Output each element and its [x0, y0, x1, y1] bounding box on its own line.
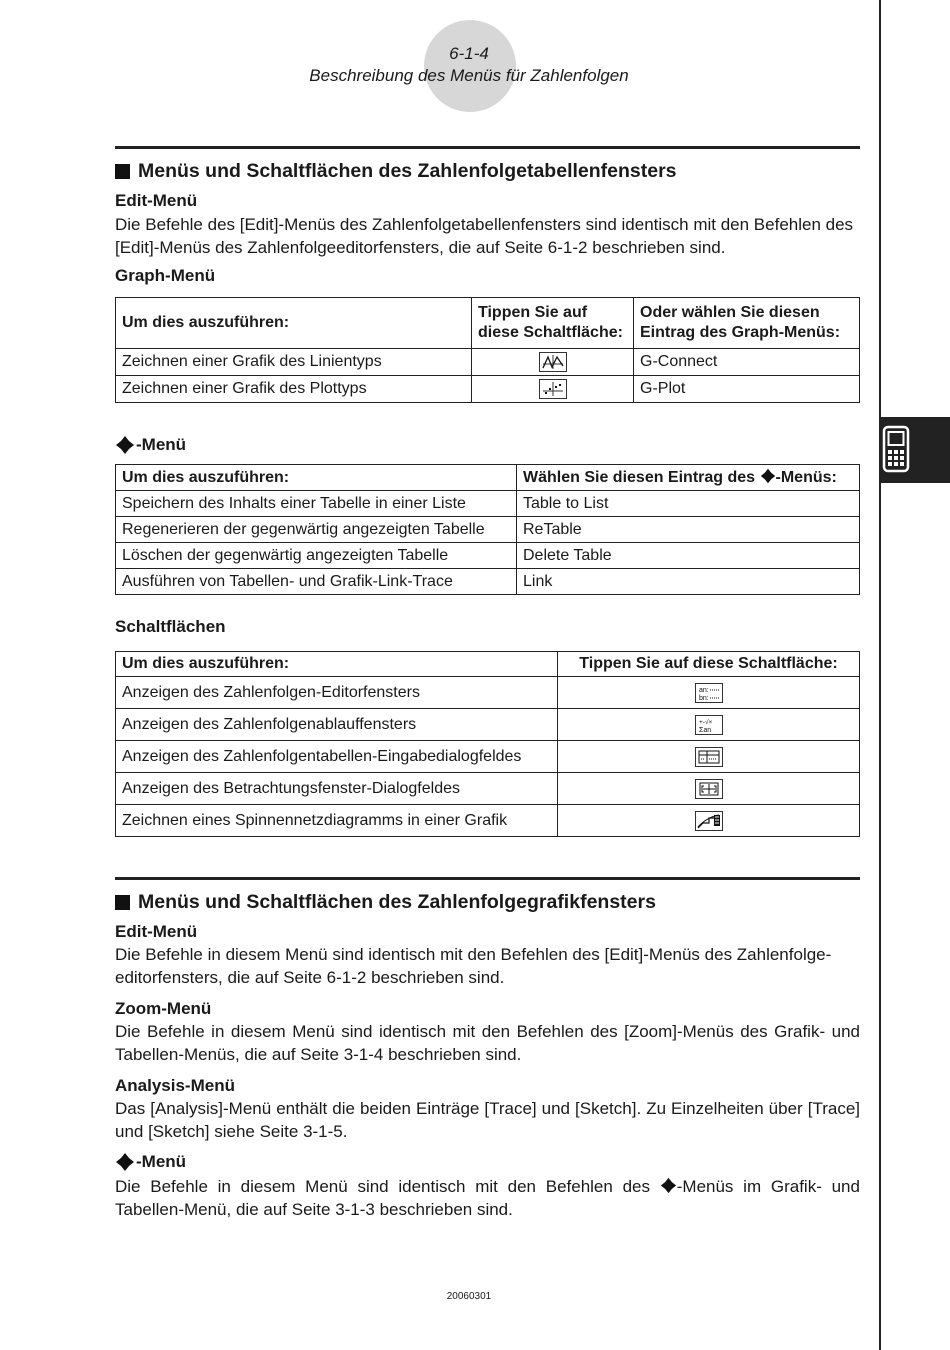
table-cell: Anzeigen des Zahlenfolgenablauffensters	[116, 709, 558, 741]
svg-text:Σan: Σan	[698, 726, 711, 734]
table-header-row	[116, 652, 860, 677]
svg-text:an:: an:	[698, 686, 709, 694]
section-divider	[115, 877, 860, 880]
table-row	[116, 773, 860, 805]
section-heading: Menüs und Schaltflächen des Zahlenfolgetabellenfensters	[115, 160, 677, 183]
graph-menu-heading: Graph-Menü	[115, 266, 216, 285]
column-header: Oder wählen Sie diesen Eintrag des Graph-Menüs:	[634, 298, 860, 349]
action-menu-table	[115, 464, 860, 595]
column-header: Wählen Sie diesen Eintrag des -Menüs:	[517, 465, 860, 491]
square-bullet-icon	[115, 164, 130, 179]
table-row	[116, 349, 860, 376]
plot-graph-icon	[539, 379, 567, 399]
table-cell: Table to List	[517, 491, 860, 517]
table-row	[116, 741, 860, 773]
table-row	[116, 543, 860, 569]
analysis-menu-text: Das [Analysis]-Menü enthält die beiden Einträge [Trace] und [Sketch]. Zu Einzelheiten über [Trace] und [Sketch] siehe Seite 3-1-5.	[115, 1099, 860, 1141]
table-cell: Anzeigen des Betrachtungsfenster-Dialogfeldes	[116, 773, 558, 805]
buttons-table	[115, 651, 860, 837]
table-cell: Delete Table	[517, 543, 860, 569]
column-header: Tippen Sie auf diese Schaltfläche:	[558, 652, 860, 677]
view-window-icon	[695, 779, 723, 799]
table-cell	[558, 773, 860, 805]
table-cell	[472, 349, 634, 376]
table-cell: Zeichnen einer Grafik des Plottyps	[116, 376, 472, 403]
table-row	[116, 491, 860, 517]
action-diamond-icon	[115, 435, 135, 455]
square-bullet-icon	[115, 895, 130, 910]
zoom-menu-heading: Zoom-Menü	[115, 999, 212, 1018]
action-menu-text: Die Befehle in diesem Menü sind identisch mit den Befehlen des -Menüs im Grafik- und Tabellen-Menü, die auf Seite 3-1-3 beschrieben sind.	[115, 1177, 860, 1219]
edit-menu-heading: Edit-Menü	[115, 922, 198, 941]
cobweb-icon	[695, 811, 723, 831]
table-input-icon	[695, 747, 723, 767]
page-edge-rule	[879, 0, 881, 1350]
analysis-menu-heading: Analysis-Menü	[115, 1076, 235, 1095]
column-header: Um dies auszuführen:	[116, 652, 558, 677]
action-menu-heading: -Menü	[115, 1152, 186, 1172]
table-row	[116, 517, 860, 543]
table-cell	[558, 709, 860, 741]
table-cell: G-Plot	[634, 376, 860, 403]
edit-menu-text: Die Befehle in diesem Menü sind identisch mit den Befehlen des [Edit]-Menüs des Zahlenfolge-editorfensters, die auf Seite 6-1-2 beschrieben sind.	[115, 945, 832, 987]
table-row	[116, 569, 860, 595]
zoom-menu-text: Die Befehle in diesem Menü sind identisch mit den Befehlen des [Zoom]-Menüs des Grafik- und Tabellen-Menüs, die auf Seite 3-1-4 beschrieben sind.	[115, 1022, 860, 1064]
svg-text:+-√×: +-√×	[698, 718, 712, 726]
calculator-icon	[881, 417, 950, 483]
graph-menu-table	[115, 297, 860, 403]
table-cell	[472, 376, 634, 403]
table-cell: Anzeigen des Zahlenfolgen-Editorfensters	[116, 677, 558, 709]
table-header-row	[116, 298, 860, 349]
action-diamond-icon	[660, 1177, 677, 1194]
table-cell: Zeichnen einer Grafik des Linientyps	[116, 349, 472, 376]
svg-text:bn:: bn:	[698, 694, 709, 702]
action-menu-heading: -Menü	[115, 435, 186, 455]
section-divider	[115, 146, 860, 149]
sequence-editor-icon	[695, 683, 723, 703]
buttons-heading: Schaltflächen	[115, 617, 226, 636]
table-cell: Speichern des Inhalts einer Tabelle in einer Liste	[116, 491, 517, 517]
table-cell: Zeichnen eines Spinnennetzdiagramms in einer Grafik	[116, 805, 558, 837]
table-cell: Ausführen von Tabellen- und Grafik-Link-Trace	[116, 569, 517, 595]
edit-menu-heading: Edit-Menü	[115, 191, 198, 210]
table-cell	[558, 741, 860, 773]
page-subtitle: Beschreibung des Menüs für Zahlenfolgen	[309, 66, 629, 85]
table-row	[116, 376, 860, 403]
edit-menu-text: Die Befehle des [Edit]-Menüs des Zahlenfolgetabellenfensters sind identisch mit den Befehlen des [Edit]-Menüs des Zahlenfolgeeditorfensters, die auf Seite 6-1-2 beschrieben sind.	[115, 215, 854, 257]
line-graph-icon	[539, 352, 567, 372]
column-header: Um dies auszuführen:	[116, 298, 472, 349]
table-cell	[558, 805, 860, 837]
section-heading: Menüs und Schaltflächen des Zahlenfolgegrafikfensters	[115, 891, 656, 914]
table-cell: ReTable	[517, 517, 860, 543]
table-row	[116, 709, 860, 741]
column-header: Tippen Sie auf diese Schaltfläche:	[472, 298, 634, 349]
chapter-tab	[881, 417, 950, 483]
table-cell: Link	[517, 569, 860, 595]
sequence-run-icon	[695, 715, 723, 735]
table-cell: Regenerieren der gegenwärtig angezeigten Tabelle	[116, 517, 517, 543]
action-diamond-icon	[760, 468, 776, 484]
table-cell: G-Connect	[634, 349, 860, 376]
table-cell: Anzeigen des Zahlenfolgentabellen-Eingabedialogfeldes	[116, 741, 558, 773]
column-header: Um dies auszuführen:	[116, 465, 517, 491]
action-diamond-icon	[115, 1152, 135, 1172]
table-cell	[558, 677, 860, 709]
table-row	[116, 677, 860, 709]
table-header-row	[116, 465, 860, 491]
table-cell: Löschen der gegenwärtig angezeigten Tabelle	[116, 543, 517, 569]
table-row	[116, 805, 860, 837]
page-number: 6-1-4	[449, 44, 489, 63]
footer-code: 20060301	[446, 1291, 492, 1302]
